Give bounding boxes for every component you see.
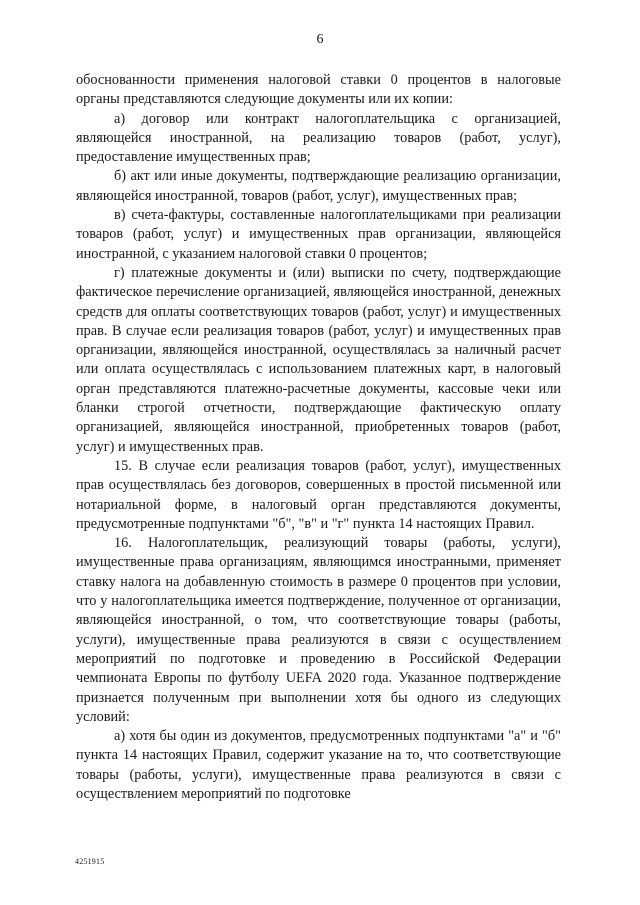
paragraph-clause-16-item-a: а) хотя бы один из документов, предусмотренных подпунктами "а" и "б" пункта 14 настоящих Правил, содержит указание на то, что соответствующие товары (работы, услуги), имущественные права реализуются в связи с осуществлением мероприятий по подготовке	[76, 728, 561, 802]
paragraph-item-v-invoices: в) счета-фактуры, составленные налогоплательщиками при реализации товаров (работ, услуг) и имущественных прав организации, являющейся иностранной, с указанием налоговой ставки 0 процентов;	[76, 207, 561, 262]
paragraph-intro-continuation: обоснованности применения налоговой ставки 0 процентов в налоговые органы представляются следующие документы или их копии:	[76, 72, 561, 108]
paragraph-item-g-payments: г) платежные документы и (или) выписки по счету, подтверждающие фактическое перечисление организацией, являющейся иностранной, денежных средств для оплаты соответствующих товаров (работ, услуг) и имущественных прав. В случае если реализация товаров (работ, услуг) и имущественных прав организации, являющейся иностранной, осуществлялась за наличный расчет или оплата осуществлялась с использованием платежных карт, в налоговый орган представляются платежно-расчетные документы, кассовые чеки или бланки строгой отчетности, подтверждающие фактическую оплату организацией, являющейся иностранной, приобретенных товаров (работ, услуг) и имущественных прав.	[76, 264, 561, 455]
paragraph-clause-15: 15. В случае если реализация товаров (работ, услуг), имущественных прав осуществлялась без договоров, совершенных в простой письменной или нотариальной форме, в налоговый орган представляются документы, предусмотренные подпунктами "б", "в" и "г" пункта 14 настоящих Правил.	[76, 457, 561, 532]
paragraph-clause-16: 16. Налогоплательщик, реализующий товары (работы, услуги), имущественные права организациям, являющимся иностранными, применяет ставку налога на добавленную стоимость в размере 0 процентов при условии, что у налогоплательщика имеется подтверждение, полученное от организации, являющейся иностранной, о том, что соответствующие товары (работы, услуги), имущественные права реализуются в связи с осуществлением мероприятий по подготовке и проведению в Российской Федерации чемпионата Европы по футболу UEFA 2020 года. Указанное подтверждение признается полученным при выполнении хотя бы одного из следующих условий:	[76, 535, 561, 725]
paragraph-item-b-act: б) акт или иные документы, подтверждающие реализацию организации, являющейся иностранной, товаров (работ, услуг), имущественных прав;	[76, 168, 561, 204]
paragraph-item-a-contract: а) договор или контракт налогоплательщика с организацией, являющейся иностранной, на реализацию товаров (работ, услуг), предоставление имущественных прав;	[76, 110, 561, 166]
page-number: 6	[316, 32, 324, 47]
document-body	[76, 71, 561, 804]
document-code: 4251915	[75, 857, 105, 866]
